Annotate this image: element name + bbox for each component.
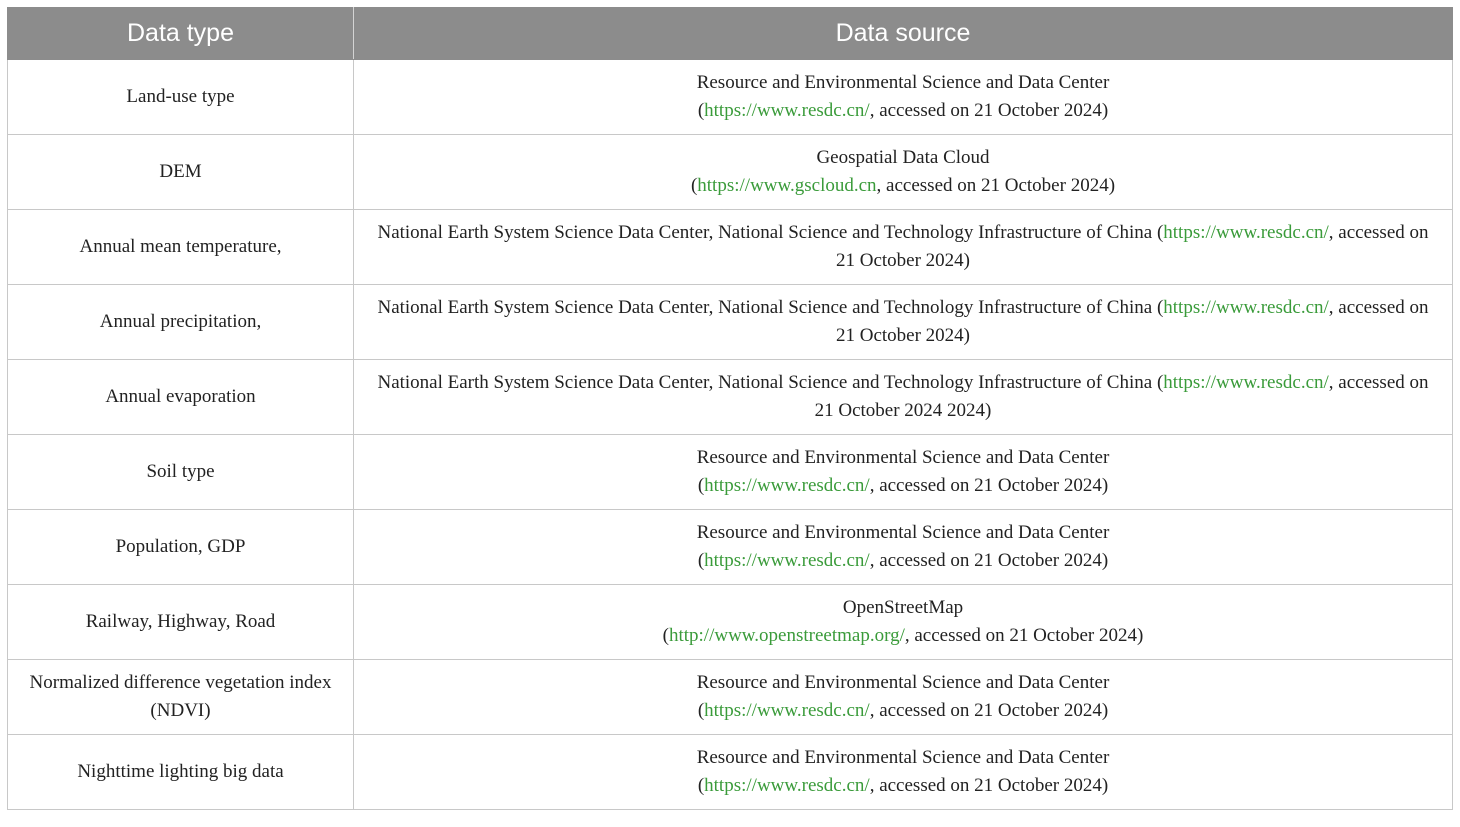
source-name: Resource and Environmental Science and Data Center bbox=[696, 747, 1110, 768]
cell-data-source bbox=[354, 135, 1453, 210]
source-name: National Earth System Science Data Center, National Science and Technology Infrastructure of China bbox=[377, 297, 1153, 318]
cell-data-source bbox=[354, 210, 1453, 285]
paren-open: ( bbox=[690, 175, 698, 196]
cell-data-source bbox=[354, 60, 1453, 135]
paren-open: ( bbox=[697, 775, 705, 796]
source-link[interactable]: https://www.resdc.cn/ bbox=[704, 700, 870, 721]
table-row bbox=[8, 735, 1453, 810]
source-name: National Earth System Science Data Center, National Science and Technology Infrastructure of China bbox=[377, 372, 1153, 393]
table-row bbox=[8, 60, 1453, 135]
source-link[interactable]: https://www.resdc.cn/ bbox=[1163, 297, 1329, 318]
access-date: , accessed on 21 October 2024) bbox=[835, 222, 1429, 271]
access-date: , accessed on 21 October 2024) bbox=[869, 550, 1109, 571]
cell-data-type: Population, GDP bbox=[8, 510, 354, 585]
source-name: Resource and Environmental Science and Data Center bbox=[696, 522, 1110, 543]
table-header-row bbox=[8, 8, 1453, 60]
source-name: Resource and Environmental Science and Data Center bbox=[696, 447, 1110, 468]
table-row bbox=[8, 660, 1453, 735]
source-name: Resource and Environmental Science and Data Center bbox=[696, 72, 1110, 93]
paren-open: ( bbox=[697, 100, 705, 121]
cell-data-type: Soil type bbox=[8, 435, 354, 510]
cell-data-type: Nighttime lighting big data bbox=[8, 735, 354, 810]
source-link[interactable]: https://www.resdc.cn/ bbox=[704, 475, 870, 496]
table-row bbox=[8, 585, 1453, 660]
cell-data-source bbox=[354, 285, 1453, 360]
table-row bbox=[8, 510, 1453, 585]
paren-open: ( bbox=[697, 700, 705, 721]
data-sources-table bbox=[7, 7, 1453, 810]
cell-data-type: Land-use type bbox=[8, 60, 354, 135]
cell-data-type: Normalized difference vegetation index (NDVI) bbox=[8, 660, 354, 735]
paren-open: ( bbox=[662, 625, 669, 646]
access-date: , accessed on 21 October 2024) bbox=[869, 475, 1109, 496]
source-link[interactable]: https://www.resdc.cn/ bbox=[1163, 222, 1329, 243]
cell-data-source bbox=[354, 510, 1453, 585]
table-row bbox=[8, 135, 1453, 210]
paren-open: ( bbox=[1152, 372, 1164, 393]
cell-data-source bbox=[354, 360, 1453, 435]
access-date: , accessed on 21 October 2024) bbox=[869, 700, 1109, 721]
source-link[interactable]: https://www.resdc.cn/ bbox=[704, 100, 870, 121]
header-data-source: Data source bbox=[354, 8, 1453, 60]
header-data-type: Data type bbox=[8, 8, 354, 60]
cell-data-type: Annual precipitation, bbox=[8, 285, 354, 360]
cell-data-source bbox=[354, 585, 1453, 660]
table-row bbox=[8, 360, 1453, 435]
cell-data-source bbox=[354, 660, 1453, 735]
cell-data-source bbox=[354, 735, 1453, 810]
paren-open: ( bbox=[697, 550, 705, 571]
table-row bbox=[8, 285, 1453, 360]
access-date: , accessed on 21 October 2024 2024) bbox=[814, 372, 1429, 421]
cell-data-type: Annual evaporation bbox=[8, 360, 354, 435]
cell-data-source bbox=[354, 435, 1453, 510]
cell-data-type: DEM bbox=[8, 135, 354, 210]
source-name: Resource and Environmental Science and Data Center bbox=[696, 672, 1110, 693]
cell-data-type: Annual mean temperature, bbox=[8, 210, 354, 285]
table-row bbox=[8, 435, 1453, 510]
access-date: , accessed on 21 October 2024) bbox=[835, 297, 1429, 346]
source-link[interactable]: https://www.resdc.cn/ bbox=[704, 775, 870, 796]
source-name: Geospatial Data Cloud bbox=[816, 147, 990, 168]
access-date: , accessed on 21 October 2024) bbox=[869, 100, 1109, 121]
source-link[interactable]: https://www.resdc.cn/ bbox=[1163, 372, 1329, 393]
source-link[interactable]: https://www.gscloud.cn bbox=[697, 175, 877, 196]
source-link[interactable]: http://www.openstreetmap.org/ bbox=[668, 625, 905, 646]
table-row bbox=[8, 210, 1453, 285]
access-date: , accessed on 21 October 2024) bbox=[876, 175, 1116, 196]
source-name: National Earth System Science Data Center, National Science and Technology Infrastructure of China bbox=[377, 222, 1153, 243]
data-sources-table-container bbox=[7, 7, 1453, 810]
paren-open: ( bbox=[1152, 297, 1164, 318]
cell-data-type: Railway, Highway, Road bbox=[8, 585, 354, 660]
access-date: , accessed on 21 October 2024) bbox=[904, 625, 1144, 646]
source-link[interactable]: https://www.resdc.cn/ bbox=[704, 550, 870, 571]
access-date: , accessed on 21 October 2024) bbox=[869, 775, 1109, 796]
paren-open: ( bbox=[697, 475, 705, 496]
source-name: OpenStreetMap bbox=[842, 597, 964, 618]
paren-open: ( bbox=[1152, 222, 1164, 243]
